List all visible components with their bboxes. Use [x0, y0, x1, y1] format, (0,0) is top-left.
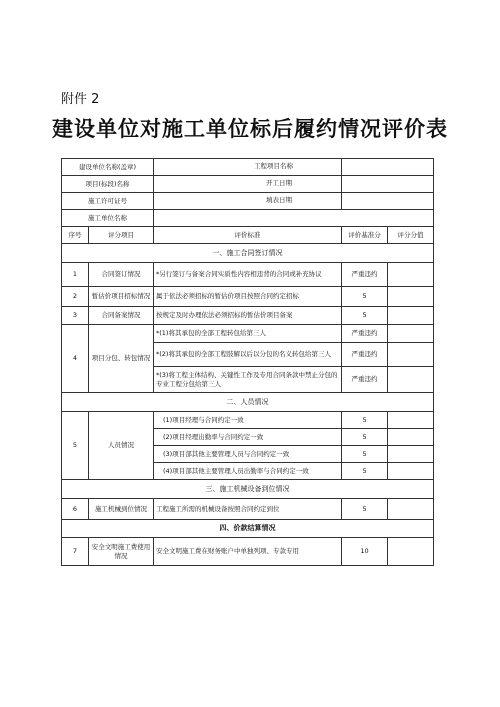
row-criteria: *(3)将工程主体结构、关键性工作及专用合同条款中禁止分包的专业工程分包给第三人 [154, 367, 342, 393]
row-base: 5 [342, 287, 388, 307]
col-item: 评分项目 [89, 227, 154, 244]
row-no: 3 [62, 307, 89, 325]
section-name-field[interactable] [154, 176, 342, 193]
row-score-field[interactable] [388, 367, 434, 393]
row-criteria: *(1)将其承包的全部工程转包给第三人 [154, 325, 342, 343]
project-name-label: 工程项目名称 [254, 162, 294, 170]
row-score-field[interactable] [388, 263, 434, 287]
col-score: 评分分值 [388, 227, 434, 244]
permit-no-label: 施工许可证号 [62, 193, 154, 210]
row-score-field[interactable] [388, 412, 434, 429]
row-item: 合同签订情况 [89, 263, 154, 287]
row-criteria: 属于依法必须招标的暂估价项目按照合同约定招标 [154, 287, 342, 307]
row-item: 合同备案情况 [89, 307, 154, 325]
row-base: 严重违约 [342, 367, 388, 393]
row-item: 人员情况 [89, 412, 154, 480]
section-heading: 二、人员情况 [62, 393, 434, 412]
row-no: 7 [62, 538, 89, 566]
fill-date-cell [266, 193, 434, 210]
row-criteria: (2)项目经理出勤率与合同约定一致 [154, 429, 342, 446]
row-score-field[interactable] [388, 287, 434, 307]
row-item: 施工机械到位情况 [89, 499, 154, 520]
permit-no-field[interactable] [154, 193, 342, 210]
row-item: 项目分包、转包情况 [89, 325, 154, 393]
section-heading: 三、施工机械设备到位情况 [62, 480, 434, 499]
col-base: 评价基准分 [342, 227, 388, 244]
row-criteria: *另行签订与备案合同实质性内容相违背的合同或补充协议 [154, 263, 342, 287]
page-title: 建设单位对施工单位标后履约情况评价表 [52, 117, 448, 141]
col-no: 序号 [62, 227, 89, 244]
section-name-label: 项目(标段)名称 [62, 176, 154, 193]
row-score-field[interactable] [388, 463, 434, 480]
attachment-label: 附件 2 [61, 92, 100, 107]
row-base: 5 [342, 429, 388, 446]
row-criteria: 按规定及时办理依法必须招标的暂估价项目备案 [154, 307, 342, 325]
builder-unit-label: 建设单位名称(盖章) [62, 159, 154, 176]
row-criteria: (1)项目经理与合同约定一致 [154, 412, 342, 429]
row-base: 10 [342, 538, 388, 566]
start-date-cell [266, 176, 434, 193]
row-score-field[interactable] [388, 429, 434, 446]
row-base: 5 [342, 499, 388, 520]
row-criteria: 安全文明施工费在财务账户中单独列项、专款专用 [154, 538, 342, 566]
col-criteria: 评价标准 [154, 227, 342, 244]
row-criteria: (3)项目部其他主要管理人员与合同约定一致 [154, 446, 342, 463]
builder-unit-field[interactable] [154, 159, 342, 176]
row-base: 5 [342, 446, 388, 463]
row-score-field[interactable] [388, 343, 434, 367]
row-score-field[interactable] [388, 499, 434, 520]
row-base: 5 [342, 412, 388, 429]
row-no: 6 [62, 499, 89, 520]
row-criteria: (4)项目部其他主要管理人员出勤率与合同约定一致 [154, 463, 342, 480]
row-score-field[interactable] [388, 325, 434, 343]
row-criteria: *(2)将其承包的全部工程肢解以后以分包的名义转包给第三人 [154, 343, 342, 367]
evaluation-table [61, 158, 434, 566]
row-no: 5 [62, 412, 89, 480]
contractor-label: 施工单位名称 [62, 210, 154, 227]
row-score-field[interactable] [388, 446, 434, 463]
row-base: 严重违约 [342, 263, 388, 287]
row-no: 2 [62, 287, 89, 307]
row-base: 严重违约 [342, 343, 388, 367]
row-no: 4 [62, 325, 89, 393]
row-base: 5 [342, 463, 388, 480]
section-heading: 四、价款结算情况 [62, 520, 434, 538]
row-score-field[interactable] [388, 307, 434, 325]
row-score-field[interactable] [388, 538, 434, 566]
row-base: 严重违约 [342, 325, 388, 343]
row-no: 1 [62, 263, 89, 287]
fill-date-label: 填表日期 [266, 196, 293, 204]
project-name-cell [254, 159, 434, 176]
contractor-field[interactable] [154, 210, 434, 227]
start-date-label: 开工日期 [266, 179, 293, 187]
section-heading: 一、施工合同签订情况 [62, 244, 434, 263]
row-base: 5 [342, 307, 388, 325]
row-criteria: 工程施工所需的机械设备按照合同约定到位 [154, 499, 342, 520]
row-item: 暂估价项目招标情况 [89, 287, 154, 307]
row-item: 安全文明施工费使用情况 [89, 538, 154, 566]
